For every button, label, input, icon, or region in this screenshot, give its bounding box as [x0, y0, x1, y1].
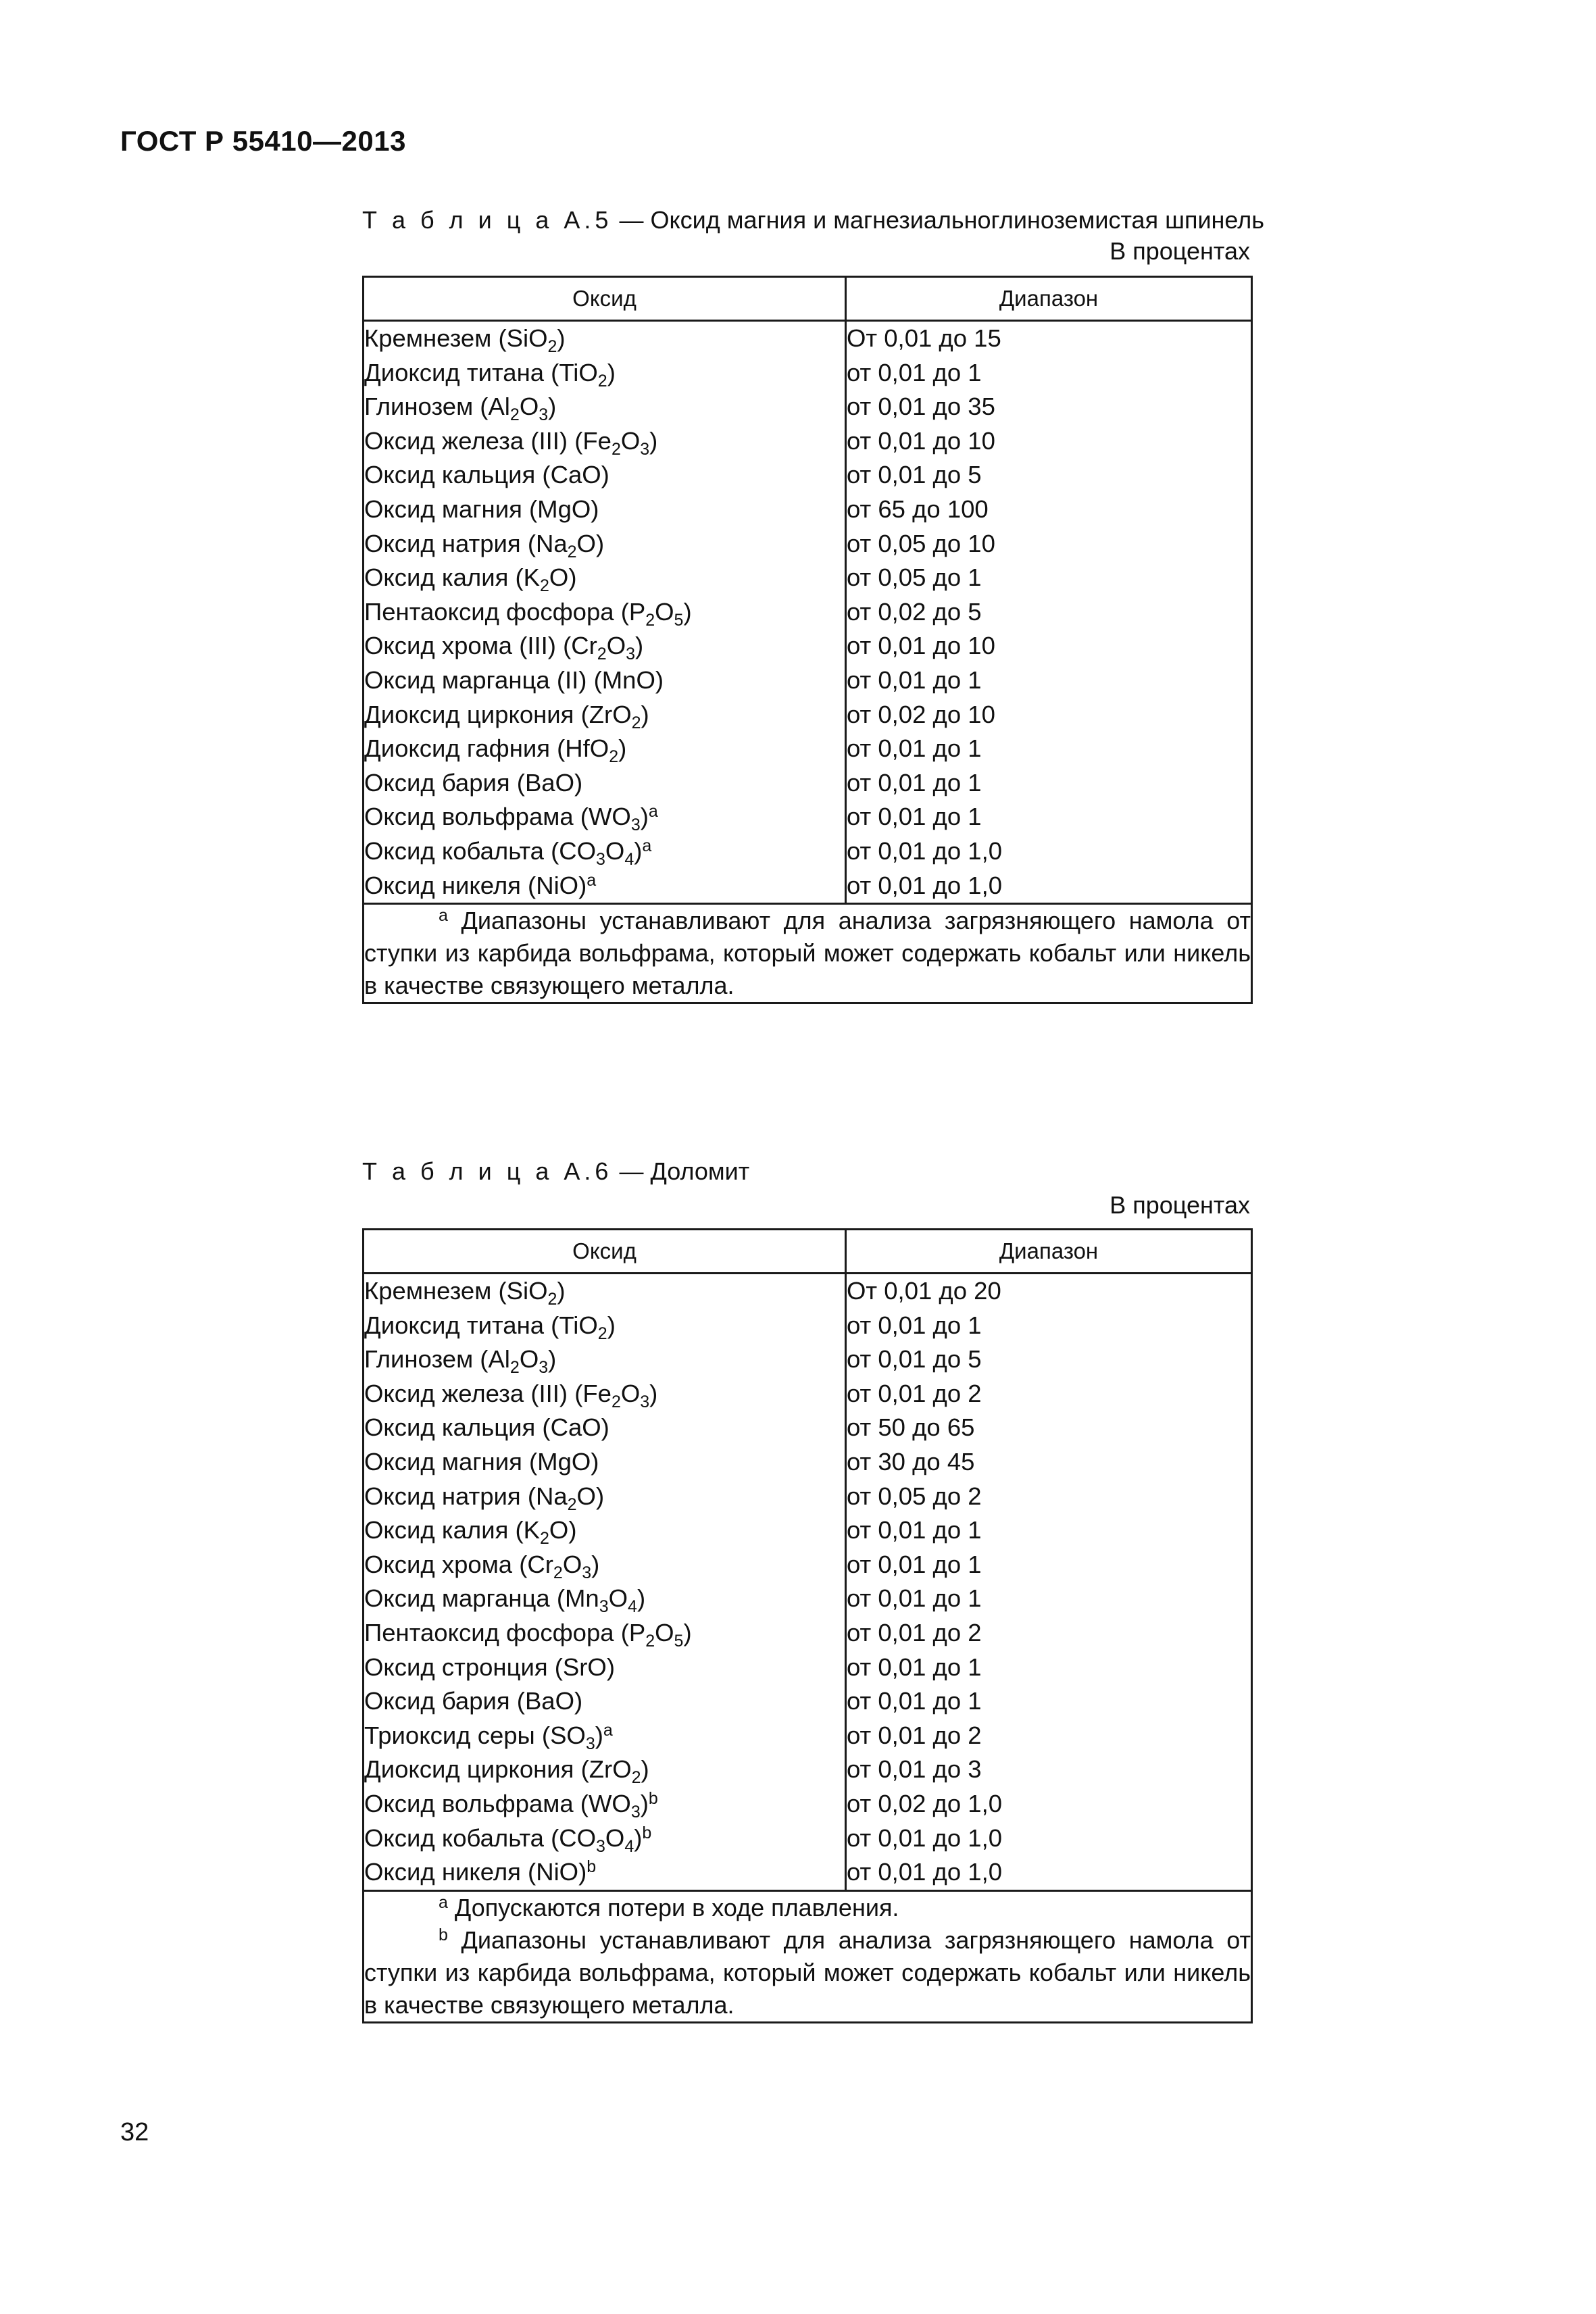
formula-subscript: 2	[631, 1768, 641, 1788]
formula-subscript: 5	[674, 610, 684, 630]
oxide-table-a6	[362, 1228, 1253, 2023]
oxide-name-text: )	[591, 1550, 600, 1578]
oxide-name-text: )	[649, 426, 658, 455]
oxide-name-text: )	[635, 632, 644, 660]
oxide-name-text: Оксид магния (MgO)	[364, 1447, 599, 1476]
oxide-name-text: O	[620, 426, 641, 455]
range-value: от 0,01 до 3	[847, 1755, 982, 1784]
oxide-name-text: )	[641, 700, 649, 728]
footnote	[364, 1892, 1251, 1924]
formula-subscript: 2	[597, 1324, 607, 1343]
header-oxide: Оксид	[364, 277, 846, 321]
oxide-name	[364, 458, 845, 493]
oxide-name	[364, 698, 845, 732]
footnote-mark: a	[439, 1892, 448, 1912]
range-value: от 0,01 до 10	[847, 426, 995, 455]
oxide-name	[364, 1821, 845, 1856]
oxide-name-text: Глинозем (Al	[364, 393, 510, 421]
table-units: В процентах	[1109, 1191, 1250, 1219]
oxide-name-text: Оксид марганца (II) (MnO)	[364, 665, 664, 694]
oxide-name-text: Оксид магния (MgO)	[364, 495, 599, 523]
oxide-name-text: Оксид вольфрама (WO	[364, 803, 631, 831]
oxide-name-text: Оксид никеля (NiO)	[364, 871, 587, 899]
range-value: от 0,01 до 35	[847, 393, 995, 421]
header-oxide: Оксид	[364, 1230, 846, 1274]
page-number: 32	[120, 2118, 149, 2146]
oxide-name	[364, 800, 845, 834]
oxide-name-text: )	[634, 836, 643, 865]
oxide-name	[364, 869, 845, 903]
formula-subscript: 2	[547, 337, 557, 356]
range-value: от 0,01 до 1	[847, 734, 982, 763]
header-range: Диапазон	[846, 1230, 1252, 1274]
oxide-name	[364, 356, 845, 391]
oxide-name-text: Оксид вольфрама (WO	[364, 1789, 631, 1817]
formula-subscript: 3	[596, 1836, 605, 1856]
oxide-name-text: )	[683, 597, 692, 626]
document-header: ГОСТ Р 55410—2013	[120, 125, 406, 157]
oxide-name-text: )	[595, 1721, 603, 1749]
oxide-name	[364, 527, 845, 561]
oxide-name-text: O	[605, 1823, 625, 1852]
range-value: От 0,01 до 20	[847, 1277, 1001, 1305]
formula-subscript: 5	[674, 1631, 684, 1651]
oxide-name	[364, 629, 845, 663]
range-value: от 0,01 до 1	[847, 1687, 982, 1715]
formula-subscript: 2	[509, 405, 520, 425]
oxide-name-text: O	[608, 1584, 628, 1613]
table-label: Т а б л и ц а А.6	[362, 1157, 613, 1185]
oxide-name-text: Оксид железа (III) (Fe	[364, 1379, 612, 1407]
oxide-name	[364, 1787, 845, 1821]
oxide-name-text: Пентаоксид фосфора (P	[364, 1618, 646, 1646]
range-value: От 0,01 до 15	[847, 324, 1001, 352]
formula-subscript: 2	[567, 542, 577, 561]
formula-subscript: 3	[626, 645, 635, 664]
footnote-mark: a	[439, 906, 448, 926]
oxide-name-text: O)	[549, 563, 577, 592]
oxide-name	[364, 1445, 845, 1480]
formula-subscript: 3	[539, 1358, 549, 1378]
oxide-name-text: Оксид бария (BaO)	[364, 1687, 583, 1715]
oxide-name	[364, 1309, 845, 1343]
oxide-name-text: Кремнезем (SiO	[364, 324, 548, 352]
oxide-name-text: Глинозем (Al	[364, 1345, 510, 1374]
range-value: от 0,01 до 1	[847, 1653, 982, 1681]
table-caption	[362, 1157, 749, 1186]
formula-subscript: 2	[567, 1494, 577, 1514]
formula-subscript: 2	[611, 1392, 621, 1411]
oxide-name	[364, 1855, 845, 1890]
oxide-name	[364, 732, 845, 766]
oxide-name-text: Оксид марганца (Mn	[364, 1584, 599, 1613]
footnote-text: Диапазоны устанавливают для анализа загрязняющего намола от ступки из карбида вольфрама, который может содержать кобальт или никель в качестве связующего металла.	[364, 907, 1251, 1000]
formula-subscript: 2	[645, 610, 655, 630]
oxide-name-text: Диоксид циркония (ZrO	[364, 1755, 632, 1784]
oxide-name	[364, 663, 845, 698]
oxide-name-text: )	[557, 324, 566, 352]
oxide-name-text: )	[548, 1345, 557, 1374]
oxide-name-text: O	[655, 1618, 674, 1646]
formula-subscript: 2	[631, 713, 641, 732]
formula-subscript: 3	[640, 439, 650, 459]
oxide-table-a5	[362, 276, 1253, 1004]
formula-subscript: 3	[599, 1597, 609, 1617]
oxide-name	[364, 1753, 845, 1787]
oxide-name-text: )	[548, 393, 557, 421]
footnote-mark: b	[439, 1925, 448, 1944]
oxide-name-text: Диоксид циркония (ZrO	[364, 700, 632, 728]
oxide-name-text: O)	[549, 1516, 577, 1544]
range-value: от 0,01 до 1	[847, 1311, 982, 1339]
range-value: от 0,01 до 1	[847, 803, 982, 831]
oxide-name	[364, 1719, 845, 1753]
formula-subscript: 2	[645, 1631, 655, 1651]
table-notes	[364, 904, 1252, 1003]
formula-subscript: 2	[597, 645, 607, 664]
oxide-name-text: )	[683, 1618, 692, 1646]
oxide-name-text: O	[519, 1345, 539, 1374]
oxide-name-text: O	[519, 393, 539, 421]
oxide-name-text: O	[605, 836, 625, 865]
oxide-name	[364, 1342, 845, 1377]
oxide-name-text: Оксид бария (BaO)	[364, 768, 583, 797]
formula-subscript: 2	[547, 1290, 557, 1309]
oxide-name-text: )	[557, 1277, 566, 1305]
range-value: от 0,01 до 10	[847, 632, 995, 660]
range-value: от 50 до 65	[847, 1413, 975, 1442]
range-value: от 0,01 до 2	[847, 1618, 982, 1646]
oxide-name-text: O)	[576, 529, 605, 557]
oxide-name	[364, 766, 845, 801]
footnote	[364, 905, 1251, 1002]
range-value: от 0,02 до 1,0	[847, 1789, 1003, 1817]
oxide-name-text: )	[640, 1789, 649, 1817]
oxide-name-text: O	[562, 1550, 582, 1578]
oxide-names-column	[364, 321, 846, 904]
oxide-name-text: )	[641, 1755, 649, 1784]
oxide-name-text: Диоксид титана (TiO	[364, 358, 598, 386]
oxide-name-text: Оксид кальция (CaO)	[364, 1413, 609, 1442]
oxide-name-text: )	[649, 1379, 658, 1407]
table-label: Т а б л и ц а А.5	[362, 206, 613, 234]
formula-subscript: 2	[609, 747, 619, 767]
oxide-name-text: Оксид калия (K	[364, 563, 541, 592]
footnote	[364, 1924, 1251, 2021]
footnote-mark: a	[642, 836, 652, 855]
footnote-text: Допускаются потери в ходе плавления.	[447, 1893, 899, 1921]
formula-subscript: 3	[539, 405, 549, 425]
oxide-name-text: O)	[576, 1482, 605, 1510]
formula-subscript: 3	[596, 849, 605, 869]
range-value: от 0,01 до 1,0	[847, 836, 1003, 865]
formula-subscript: 4	[624, 849, 634, 869]
oxide-name-text: Оксид кальция (CaO)	[364, 461, 609, 489]
oxide-name-text: )	[618, 734, 627, 763]
oxide-name	[364, 390, 845, 424]
range-value: от 0,01 до 1	[847, 1550, 982, 1578]
oxide-name-text: )	[634, 1823, 643, 1852]
range-value: от 0,01 до 2	[847, 1379, 982, 1407]
oxide-name	[364, 1411, 845, 1445]
oxide-name-text: O	[655, 597, 674, 626]
oxide-name	[364, 424, 845, 459]
formula-subscript: 3	[582, 1563, 592, 1582]
formula-subscript: 2	[540, 1529, 549, 1549]
table-units: В процентах	[1109, 237, 1250, 265]
oxide-name-text: O	[606, 632, 626, 660]
range-value: от 0,01 до 2	[847, 1721, 982, 1749]
range-value: от 0,02 до 5	[847, 597, 982, 626]
oxide-name-text: Оксид никеля (NiO)	[364, 1858, 587, 1886]
oxide-name	[364, 1480, 845, 1514]
range-value: от 0,01 до 1	[847, 358, 982, 386]
oxide-name	[364, 834, 845, 869]
range-value: от 0,01 до 1,0	[847, 1823, 1003, 1852]
formula-subscript: 2	[611, 439, 621, 459]
range-value: от 65 до 100	[847, 495, 989, 523]
oxide-name-text: Триоксид серы (SO	[364, 1721, 586, 1749]
oxide-name-text: Оксид железа (III) (Fe	[364, 426, 612, 455]
oxide-name-text: Оксид натрия (Na	[364, 529, 568, 557]
oxide-name-text: Кремнезем (SiO	[364, 1277, 548, 1305]
range-value: от 0,01 до 5	[847, 461, 982, 489]
oxide-name-text: Оксид кобальта (CO	[364, 836, 597, 865]
formula-subscript: 2	[553, 1563, 563, 1582]
oxide-name-text: Пентаоксид фосфора (P	[364, 597, 646, 626]
oxide-name	[364, 595, 845, 630]
oxide-name	[364, 1684, 845, 1719]
range-value: от 0,01 до 5	[847, 1345, 982, 1374]
oxide-name	[364, 1377, 845, 1411]
formula-subscript: 4	[628, 1597, 637, 1617]
header-range: Диапазон	[846, 277, 1252, 321]
oxide-name	[364, 1513, 845, 1548]
footnote-text: Диапазоны устанавливают для анализа загрязняющего намола от ступки из карбида вольфрама, который может содержать кобальт или никель в качестве связующего металла.	[364, 1926, 1251, 2019]
range-value: от 0,01 до 1	[847, 768, 982, 797]
table-title: — Оксид магния и магнезиальноглиноземистая шпинель	[612, 206, 1265, 234]
oxide-name	[364, 1274, 845, 1309]
oxide-name	[364, 1582, 845, 1616]
ranges-column	[846, 321, 1252, 904]
table-title: — Доломит	[612, 1157, 750, 1185]
oxide-name-text: Оксид хрома (Cr	[364, 1550, 553, 1578]
range-value: от 0,05 до 1	[847, 563, 982, 592]
oxide-name	[364, 561, 845, 595]
footnote-mark: b	[648, 1788, 658, 1808]
formula-subscript: 2	[509, 1358, 520, 1378]
formula-subscript: 4	[624, 1836, 634, 1856]
formula-subscript: 2	[540, 576, 549, 596]
formula-subscript: 3	[630, 1802, 641, 1821]
oxide-name-text: Оксид натрия (Na	[364, 1482, 568, 1510]
oxide-name-text: )	[640, 803, 649, 831]
range-value: от 0,01 до 1,0	[847, 871, 1003, 899]
table-notes	[364, 1890, 1252, 2022]
oxide-names-column	[364, 1274, 846, 1891]
oxide-name	[364, 1651, 845, 1685]
range-value: от 30 до 45	[847, 1447, 975, 1476]
oxide-name-text: Оксид стронция (SrO)	[364, 1653, 615, 1681]
formula-subscript: 2	[597, 371, 607, 391]
oxide-name	[364, 322, 845, 356]
footnote-mark: a	[603, 1720, 613, 1740]
oxide-name-text: )	[607, 1311, 616, 1339]
oxide-name-text: Диоксид гафния (HfO	[364, 734, 609, 763]
footnote-mark: a	[587, 870, 597, 890]
formula-subscript: 3	[640, 1392, 650, 1411]
range-value: от 0,01 до 1	[847, 1584, 982, 1613]
footnote-mark: a	[648, 802, 658, 822]
oxide-name-text: Оксид хрома (III) (Cr	[364, 632, 597, 660]
range-value: от 0,05 до 10	[847, 529, 995, 557]
footnote-mark: b	[587, 1857, 597, 1877]
oxide-name-text: )	[637, 1584, 646, 1613]
range-value: от 0,01 до 1	[847, 665, 982, 694]
oxide-name-text: )	[607, 358, 616, 386]
range-value: от 0,01 до 1	[847, 1516, 982, 1544]
range-value: от 0,05 до 2	[847, 1482, 982, 1510]
table-caption	[362, 205, 1264, 235]
formula-subscript: 3	[585, 1734, 595, 1753]
oxide-name	[364, 1616, 845, 1651]
oxide-name	[364, 1548, 845, 1582]
oxide-name-text: O	[620, 1379, 641, 1407]
range-value: от 0,01 до 1,0	[847, 1858, 1003, 1886]
oxide-name	[364, 493, 845, 527]
oxide-name-text: Оксид кобальта (CO	[364, 1823, 597, 1852]
range-value: от 0,02 до 10	[847, 700, 995, 728]
ranges-column	[846, 1274, 1252, 1891]
footnote-mark: b	[642, 1823, 652, 1842]
formula-subscript: 3	[630, 815, 641, 835]
oxide-name-text: Диоксид титана (TiO	[364, 1311, 598, 1339]
oxide-name-text: Оксид калия (K	[364, 1516, 541, 1544]
